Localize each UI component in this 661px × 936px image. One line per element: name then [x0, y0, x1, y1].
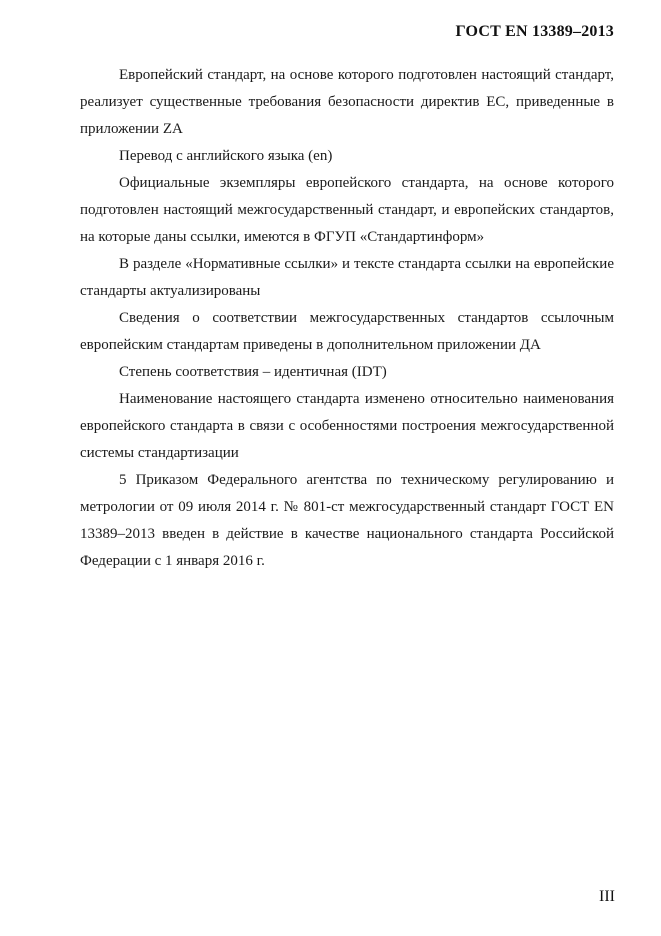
paragraph-order: 5 Приказом Федерального агентства по техническому регулированию и метрологии от 09 июля 2014 г. № 801-ст межгосударственный стандарт ГОСТ EN 13389–2013 введен в действие в качестве национального стандарта Российской Федерации с 1 января 2016 г.	[80, 472, 614, 569]
document-header-title: ГОСТ EN 13389–2013	[455, 23, 614, 40]
page-number: III	[599, 888, 615, 905]
paragraph-translation: Перевод с английского языка (en)	[119, 148, 333, 164]
paragraph-title-change: Наименование настоящего стандарта изменено относительно наименования европейского стандарта в связи с особенностями построения межгосударственной системы стандартизации	[80, 391, 614, 461]
paragraph-european-standard: Европейский стандарт, на основе которого подготовлен настоящий стандарт, реализует существенные требования безопасности директив ЕС, приведенные в приложении ZA	[80, 67, 614, 137]
document-body	[80, 62, 614, 575]
paragraph-degree-of-correspondence: Степень соответствия – идентичная (IDT)	[119, 364, 387, 380]
paragraph-official-copies: Официальные экземпляры европейского стандарта, на основе которого подготовлен настоящий межгосударственный стандарт, и европейских стандартов, на которые даны ссылки, имеются в ФГУП «Стандартинформ»	[80, 175, 614, 245]
paragraph-correspondence-info: Сведения о соответствии межгосударственных стандартов ссылочным европейским стандартам приведены в дополнительном приложении ДА	[80, 310, 614, 353]
paragraph-normative-references: В разделе «Нормативные ссылки» и тексте стандарта ссылки на европейские стандарты актуализированы	[80, 256, 614, 299]
